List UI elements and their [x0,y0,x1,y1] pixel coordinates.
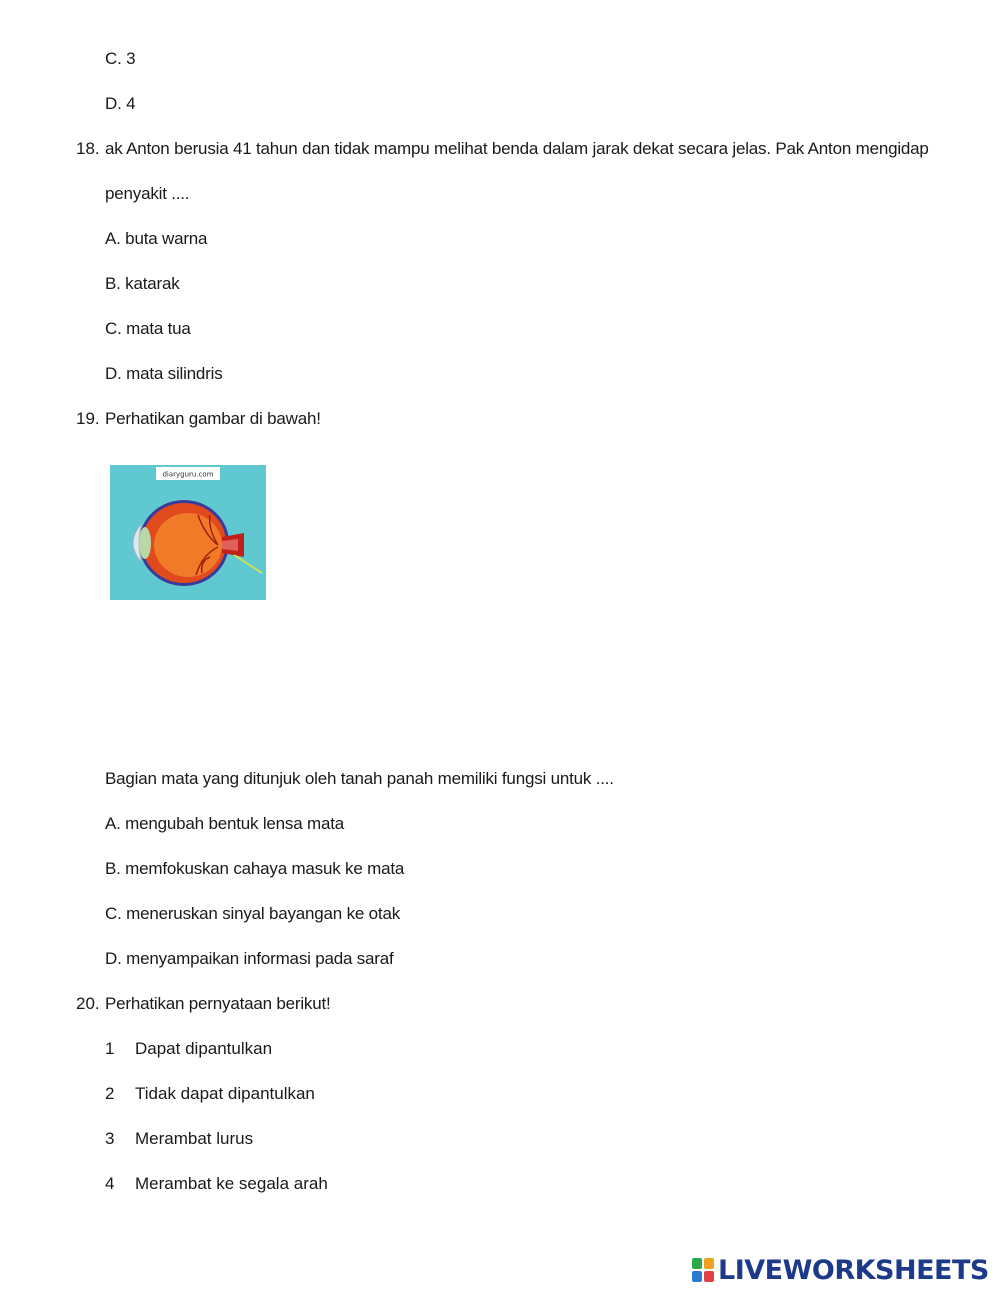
q19-option-d: D. menyampaikan informasi pada saraf [105,949,394,968]
q17-option-d: D. 4 [105,94,136,113]
q18-option-c: C. mata tua [105,319,191,338]
statement-number: 2 [105,1084,115,1103]
image-caption: diaryguru.com [162,470,214,479]
q19-option-a: A. mengubah bentuk lensa mata [105,814,344,833]
q19-question: Bagian mata yang ditunjuk oleh tanah panah memiliki fungsi untuk .... [105,769,614,788]
q19-option-c: C. meneruskan sinyal bayangan ke otak [105,904,400,923]
eye-diagram-image [110,465,266,600]
statement-number: 1 [105,1039,115,1058]
q18-option-a: A. buta warna [105,229,208,248]
liveworksheets-logo-icon [692,1258,714,1282]
q20-number: 20. [76,994,100,1013]
statement-text: Tidak dapat dipantulkan [135,1084,315,1103]
statement-text: Merambat lurus [135,1129,254,1148]
q20-instruction: Perhatikan pernyataan berikut! [105,994,331,1013]
statement-text: Dapat dipantulkan [135,1039,273,1058]
q18-text-line1: ak Anton berusia 41 tahun dan tidak mampu melihat benda dalam jarak dekat secara jelas. Pak Anton mengidap [105,139,929,158]
q19-number: 19. [76,409,100,428]
statement-text: Merambat ke segala arah [135,1174,328,1193]
statement-number: 3 [105,1129,115,1148]
q18-number: 18. [76,139,100,158]
q18-option-d: D. mata silindris [105,364,223,383]
logo-text: LIVEWORKSHEETS [718,1254,989,1286]
statement-number: 4 [105,1174,115,1193]
q18-text-line2: penyakit .... [105,184,190,203]
liveworksheets-logo[interactable] [692,1255,989,1285]
q19-instruction: Perhatikan gambar di bawah! [105,409,321,428]
q19-option-b: B. memfokuskan cahaya masuk ke mata [105,859,405,878]
q17-option-c: C. 3 [105,49,136,68]
q18-option-b: B. katarak [105,274,180,293]
